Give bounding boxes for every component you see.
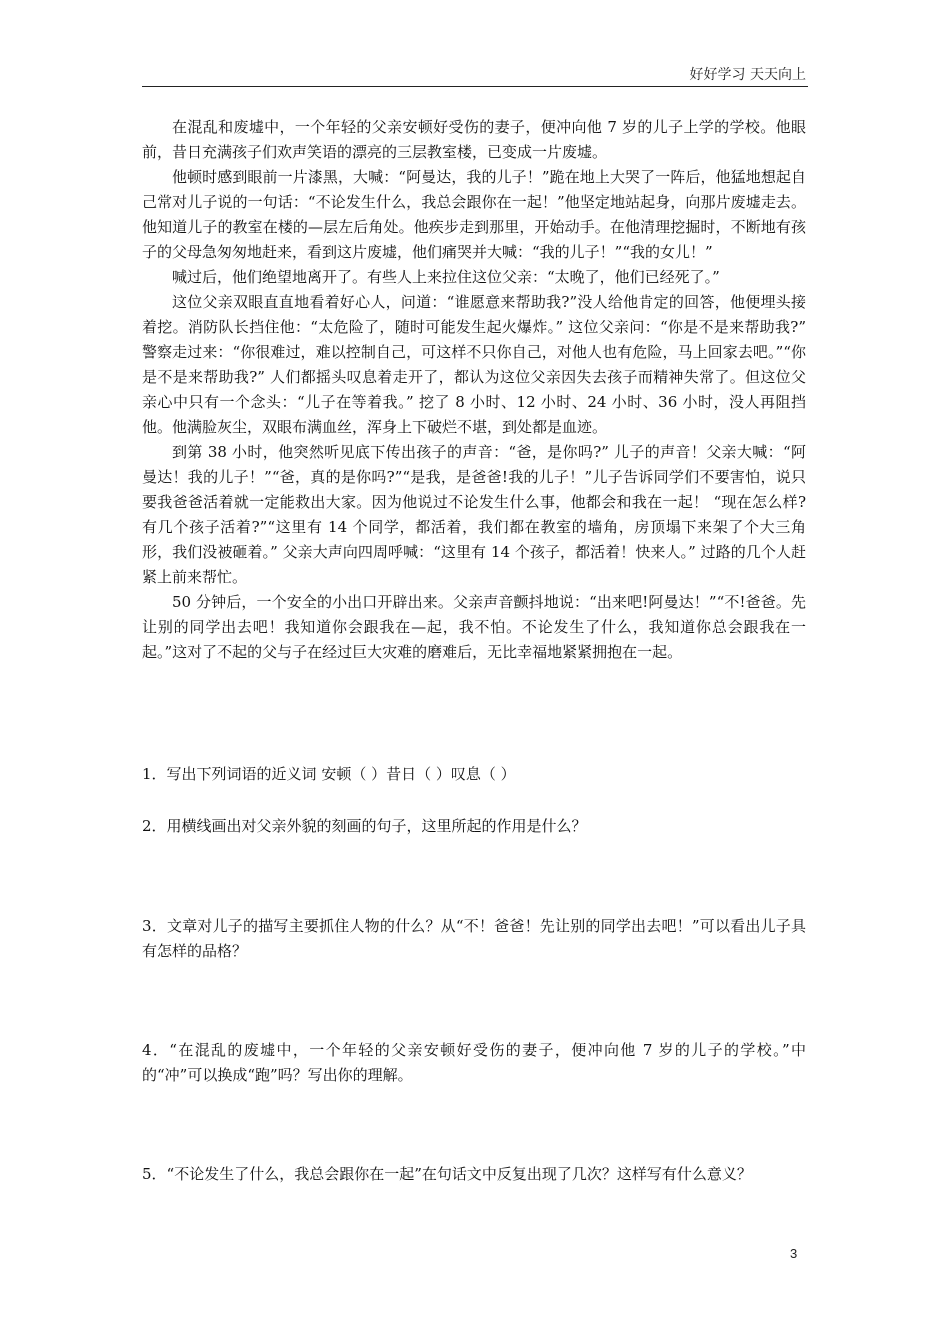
paragraph-3: 喊过后，他们绝望地离开了。有些人上来拉住这位父亲：“太晚了，他们已经死了。”	[172, 268, 720, 286]
paragraph-6: 50 分钟后，一个安全的小出口开辟出来。父亲声音颤抖地说：“出来吧!阿曼达！”“不!爸爸。先让别的同学出去吧！我知道你会跟我在—起，我不怕。不论发生了什么，我知道你总会跟我在一起。”这对了不起的父与子在经过巨大灾难的磨难后，无比幸福地紧紧拥抱在一起。	[142, 593, 806, 661]
paragraph-1: 在混乱和废墟中，一个年轻的父亲安顿好受伤的妻子，便冲向他 7 岁的儿子上学的学校。他眼前，昔日充满孩子们欢声笑语的漂亮的三层教室楼，已变成一片废墟。	[142, 118, 806, 161]
page-header	[142, 60, 808, 87]
paragraph-2: 他顿时感到眼前一片漆黑，大喊：“阿曼达，我的儿子！”跪在地上大哭了一阵后，他猛地想起自己常对儿子说的一句话：“不论发生什么，我总会跟你在一起！”他坚定地站起身，向那片废墟走去。他知道儿子的教室在楼的—层左后角处。他疾步走到那里，开始动手。在他清理挖掘时，不断地有孩子的父母急匆匆地赶来，看到这片废墟，他们痛哭并大喊：“我的儿子！”“我的女儿！”	[142, 168, 806, 261]
question-5: 5．“不论发生了什么，我总会跟你在一起”在句话文中反复出现了几次？这样写有什么意义？	[142, 1165, 752, 1183]
paragraph-4: 这位父亲双眼直直地看着好心人，问道：“谁愿意来帮助我?”没人给他肯定的回答，他便埋头接着挖。消防队长挡住他：“太危险了，随时可能发生起火爆炸。” 这位父亲问：“你是不是来帮助我?” 警察走过来：“你很难过，难以控制自己，可这样不只你自己，对他人也有危险，马上回家去吧。”“你是不是来帮助我?” 人们都摇头叹息着走开了，都认为这位父亲因失去孩子而精神失常了。但这位父亲心中只有一个念头：“儿子在等着我。” 挖了 8 小时、12 小时、24 小时、36 小时，没人再阻挡他。他满脸灰尘，双眼布满血丝，浑身上下破烂不堪，到处都是血迹。	[142, 293, 806, 436]
paragraph-5: 到第 38 小时，他突然听见底下传出孩子的声音：“爸，是你吗?” 儿子的声音！父亲大喊：“阿曼达！我的儿子！”“爸，真的是你吗?”“是我，是爸爸!我的儿子！”儿子告诉同学们不要害怕，说只要我爸爸活着就一定能救出大家。因为他说过不论发生什么事，他都会和我在一起！ “现在怎么样?有几个孩子活着?”“这里有 14 个同学，都活着，我们都在教室的墙角，房顶塌下来架了个大三角形，我们没被砸着。” 父亲大声向四周呼喊：“这里有 14 个孩子，都活着！快来人。” 过路的几个人赶紧上前来帮忙。	[142, 443, 806, 586]
question-2: 2．用横线画出对父亲外貌的刻画的句子，这里所起的作用是什么？	[142, 817, 587, 835]
header-text: 好好学习 天天向上	[689, 67, 806, 83]
page-number: 3	[790, 1246, 798, 1261]
question-1: 1．写出下列词语的近义词 安顿（ ）昔日（ ）叹息（ ）	[142, 765, 516, 783]
question-4: 4．“在混乱的废墟中，一个年轻的父亲安顿好受伤的妻子，便冲向他 7 岁的儿子的学校。”中的“冲”可以换成“跑”吗？写出你的理解。	[142, 1041, 806, 1084]
article-body	[142, 115, 806, 665]
question-3: 3．文章对儿子的描写主要抓住人物的什么？从“不！爸爸！先让别的同学出去吧！”可以看出儿子具有怎样的品格？	[142, 917, 806, 960]
